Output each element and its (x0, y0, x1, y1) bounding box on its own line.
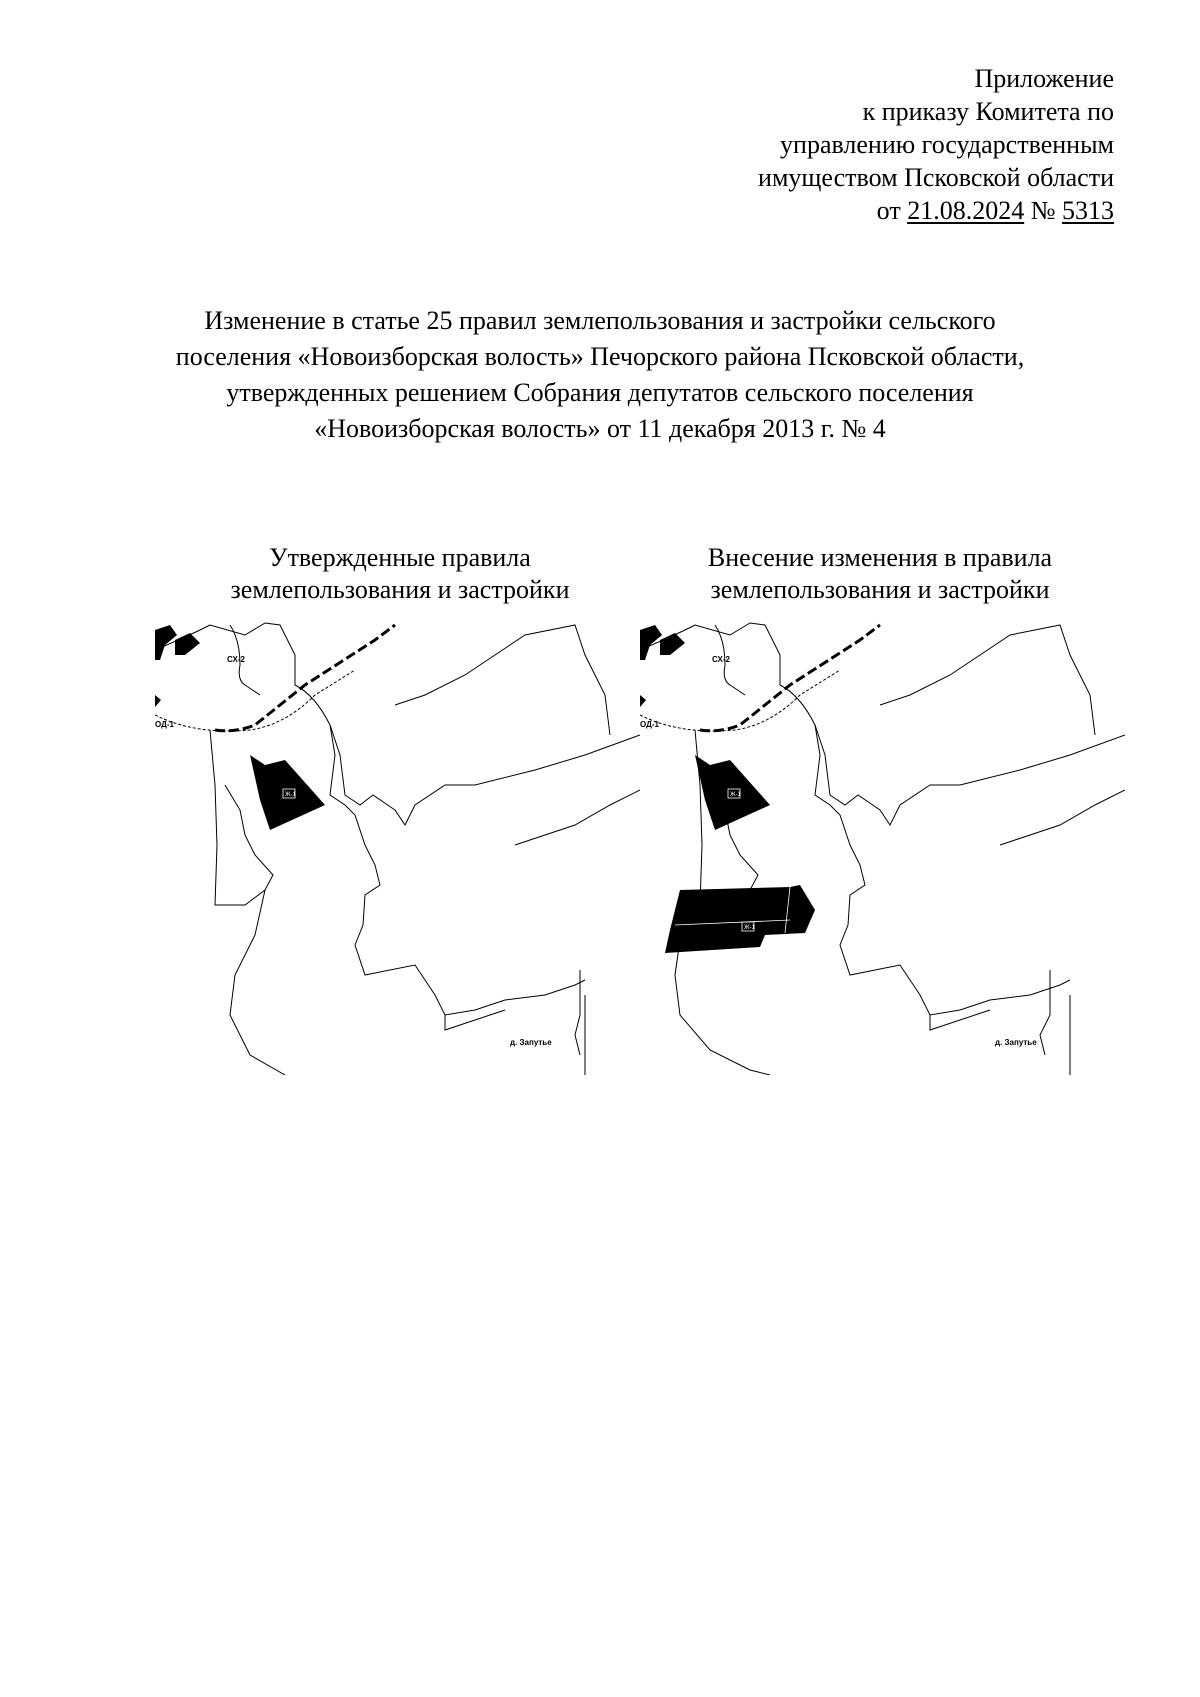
zone-tag-label: Ж-1 (285, 792, 296, 798)
appendix-block (594, 62, 1114, 227)
village-label: д. Запутье (510, 1038, 552, 1047)
appendix-line: управлению государственным (780, 130, 1114, 159)
order-number: 5313 (1062, 196, 1114, 225)
black-zone-top-left-2 (175, 633, 200, 655)
title-line: поселения «Новоизборская волость» Печорского района Псковской области, (175, 342, 1025, 371)
title-line: «Новоизборская волость» от 11 декабря 2013 г. № 4 (314, 414, 886, 443)
new-zone-area (665, 885, 815, 953)
black-zone-top-left (155, 625, 177, 660)
left-zoning-map (155, 615, 640, 1075)
right-map-caption (660, 542, 1100, 606)
zone-label-od: ОД-1 (640, 720, 659, 729)
appendix-line: Приложение (974, 64, 1114, 93)
zone-tag-label: Ж-1 (730, 792, 741, 798)
new-zone-tag-label: Ж-1 (744, 925, 755, 931)
caption-line: землепользования и застройки (710, 575, 1050, 604)
map-svg (640, 615, 1125, 1075)
village-label: д. Запутье (995, 1038, 1037, 1047)
black-zone-top-left (640, 625, 662, 660)
appendix-date-line (594, 194, 1114, 227)
title-line: утвержденных решением Собрания депутатов сельского поселения (226, 378, 974, 407)
black-zone-left-edge (155, 695, 161, 707)
appendix-line: имуществом Псковской области (758, 163, 1114, 192)
title-line: Изменение в статье 25 правил землепользования и застройки сельского (204, 306, 996, 335)
zone-label-od: ОД-1 (155, 720, 174, 729)
map-svg (155, 615, 640, 1075)
left-map-caption (180, 542, 620, 606)
caption-line: Внесение изменения в правила (707, 543, 1053, 572)
appendix-line: к приказу Комитета по (862, 97, 1114, 126)
date-prefix: от (876, 196, 901, 225)
number-sign: № (1030, 196, 1056, 225)
document-title (90, 303, 1110, 447)
order-date: 21.08.2024 (907, 196, 1025, 225)
black-zone-left-edge (640, 695, 646, 707)
zone-label-cx: СХ-2 (227, 655, 245, 664)
black-zone-top-left-2 (660, 633, 685, 655)
zone-label-cx: СХ-2 (712, 655, 730, 664)
caption-line: Утвержденные правила (269, 543, 531, 572)
caption-line: землепользования и застройки (230, 575, 570, 604)
right-zoning-map (640, 615, 1125, 1075)
boundary-lines (640, 623, 1125, 1075)
boundary-lines (155, 623, 640, 1075)
